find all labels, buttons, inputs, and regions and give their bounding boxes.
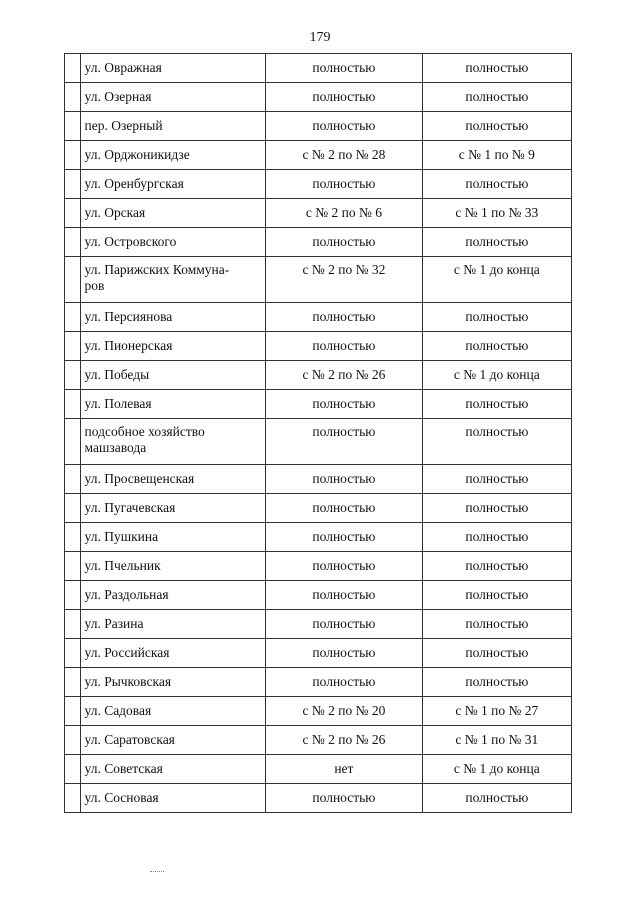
row-number-cell [65,361,81,390]
even-houses-cell: полностью [266,303,423,332]
street-cell: ул. Оренбургская [80,170,266,199]
odd-houses-cell: полностью [422,332,571,361]
street-cell: ул. Овражная [80,54,266,83]
table-row [65,610,572,639]
row-number-cell [65,170,81,199]
row-number-cell [65,390,81,419]
even-houses-cell: полностью [266,668,423,697]
street-cell: пер. Озерный [80,112,266,141]
table-row [65,228,572,257]
row-number-cell [65,199,81,228]
odd-houses-cell: полностью [422,170,571,199]
odd-houses-cell: полностью [422,419,571,465]
even-houses-cell: полностью [266,332,423,361]
streets-table [64,53,572,813]
odd-houses-cell: полностью [422,465,571,494]
row-number-cell [65,332,81,361]
table-row [65,199,572,228]
odd-houses-cell: полностью [422,552,571,581]
odd-houses-cell: полностью [422,390,571,419]
odd-houses-cell: полностью [422,494,571,523]
odd-houses-cell: полностью [422,303,571,332]
street-cell: ул. Пушкина [80,523,266,552]
odd-houses-cell: полностью [422,54,571,83]
table-row [65,419,572,465]
odd-houses-cell: с № 1 по № 33 [422,199,571,228]
row-number-cell [65,523,81,552]
table-row [65,112,572,141]
even-houses-cell: полностью [266,581,423,610]
street-cell: подсобное хозяйство машзавода [80,419,266,465]
table-row [65,141,572,170]
row-number-cell [65,581,81,610]
page-number: 179 [309,30,331,45]
table-row [65,726,572,755]
row-number-cell [65,141,81,170]
even-houses-cell: полностью [266,228,423,257]
table-row [65,581,572,610]
row-number-cell [65,610,81,639]
table-row [65,257,572,303]
street-cell: ул. Орская [80,199,266,228]
row-number-cell [65,726,81,755]
even-houses-cell: полностью [266,54,423,83]
row-number-cell [65,112,81,141]
odd-houses-cell: полностью [422,228,571,257]
odd-houses-cell: с № 1 по № 31 [422,726,571,755]
row-number-cell [65,419,81,465]
table-row [65,639,572,668]
even-houses-cell: полностью [266,552,423,581]
row-number-cell [65,465,81,494]
row-number-cell [65,83,81,112]
even-houses-cell: полностью [266,170,423,199]
street-cell: ул. Пчельник [80,552,266,581]
street-cell: ул. Островского [80,228,266,257]
table-row [65,54,572,83]
street-cell: ул. Рычковская [80,668,266,697]
odd-houses-cell: с № 1 до конца [422,257,571,303]
even-houses-cell: нет [266,755,423,784]
row-number-cell [65,639,81,668]
table-row [65,390,572,419]
table-row [65,755,572,784]
row-number-cell [65,668,81,697]
row-number-cell [65,54,81,83]
even-houses-cell: с № 2 по № 28 [266,141,423,170]
table-row [65,668,572,697]
odd-houses-cell: полностью [422,83,571,112]
street-cell: ул. Садовая [80,697,266,726]
table-row [65,303,572,332]
even-houses-cell: с № 2 по № 6 [266,199,423,228]
street-cell: ул. Советская [80,755,266,784]
odd-houses-cell: с № 1 до конца [422,755,571,784]
even-houses-cell: с № 2 по № 32 [266,257,423,303]
even-houses-cell: полностью [266,465,423,494]
street-cell: ул. Просвещенская [80,465,266,494]
even-houses-cell: полностью [266,523,423,552]
even-houses-cell: полностью [266,390,423,419]
even-houses-cell: с № 2 по № 26 [266,726,423,755]
table-row [65,494,572,523]
row-number-cell [65,697,81,726]
odd-houses-cell: с № 1 по № 9 [422,141,571,170]
row-number-cell [65,784,81,813]
table-row [65,697,572,726]
scan-artifact [150,871,164,873]
odd-houses-cell: полностью [422,581,571,610]
even-houses-cell: полностью [266,639,423,668]
row-number-cell [65,552,81,581]
table-row [65,465,572,494]
row-number-cell [65,257,81,303]
street-cell: ул. Победы [80,361,266,390]
odd-houses-cell: с № 1 по № 27 [422,697,571,726]
even-houses-cell: полностью [266,112,423,141]
street-cell: ул. Пугачевская [80,494,266,523]
table-row [65,552,572,581]
table-row [65,332,572,361]
street-cell: ул. Пионерская [80,332,266,361]
row-number-cell [65,494,81,523]
even-houses-cell: полностью [266,784,423,813]
street-cell: ул. Персиянова [80,303,266,332]
even-houses-cell: с № 2 по № 20 [266,697,423,726]
table-row [65,784,572,813]
street-cell: ул. Раздольная [80,581,266,610]
odd-houses-cell: полностью [422,668,571,697]
street-cell: ул. Полевая [80,390,266,419]
even-houses-cell: полностью [266,419,423,465]
street-cell: ул. Саратовская [80,726,266,755]
table-row [65,361,572,390]
street-cell: ул. Разина [80,610,266,639]
street-cell: ул. Озерная [80,83,266,112]
odd-houses-cell: полностью [422,610,571,639]
street-cell: ул. Орджоникидзе [80,141,266,170]
street-cell: ул. Сосновая [80,784,266,813]
even-houses-cell: полностью [266,83,423,112]
odd-houses-cell: полностью [422,639,571,668]
odd-houses-cell: полностью [422,523,571,552]
odd-houses-cell: с № 1 до конца [422,361,571,390]
table-row [65,170,572,199]
odd-houses-cell: полностью [422,784,571,813]
table-row [65,83,572,112]
row-number-cell [65,303,81,332]
even-houses-cell: полностью [266,610,423,639]
row-number-cell [65,755,81,784]
table-body [65,54,572,813]
row-number-cell [65,228,81,257]
odd-houses-cell: полностью [422,112,571,141]
table-row [65,523,572,552]
even-houses-cell: с № 2 по № 26 [266,361,423,390]
street-cell: ул. Парижских Коммуна- ров [80,257,266,303]
even-houses-cell: полностью [266,494,423,523]
street-cell: ул. Российская [80,639,266,668]
